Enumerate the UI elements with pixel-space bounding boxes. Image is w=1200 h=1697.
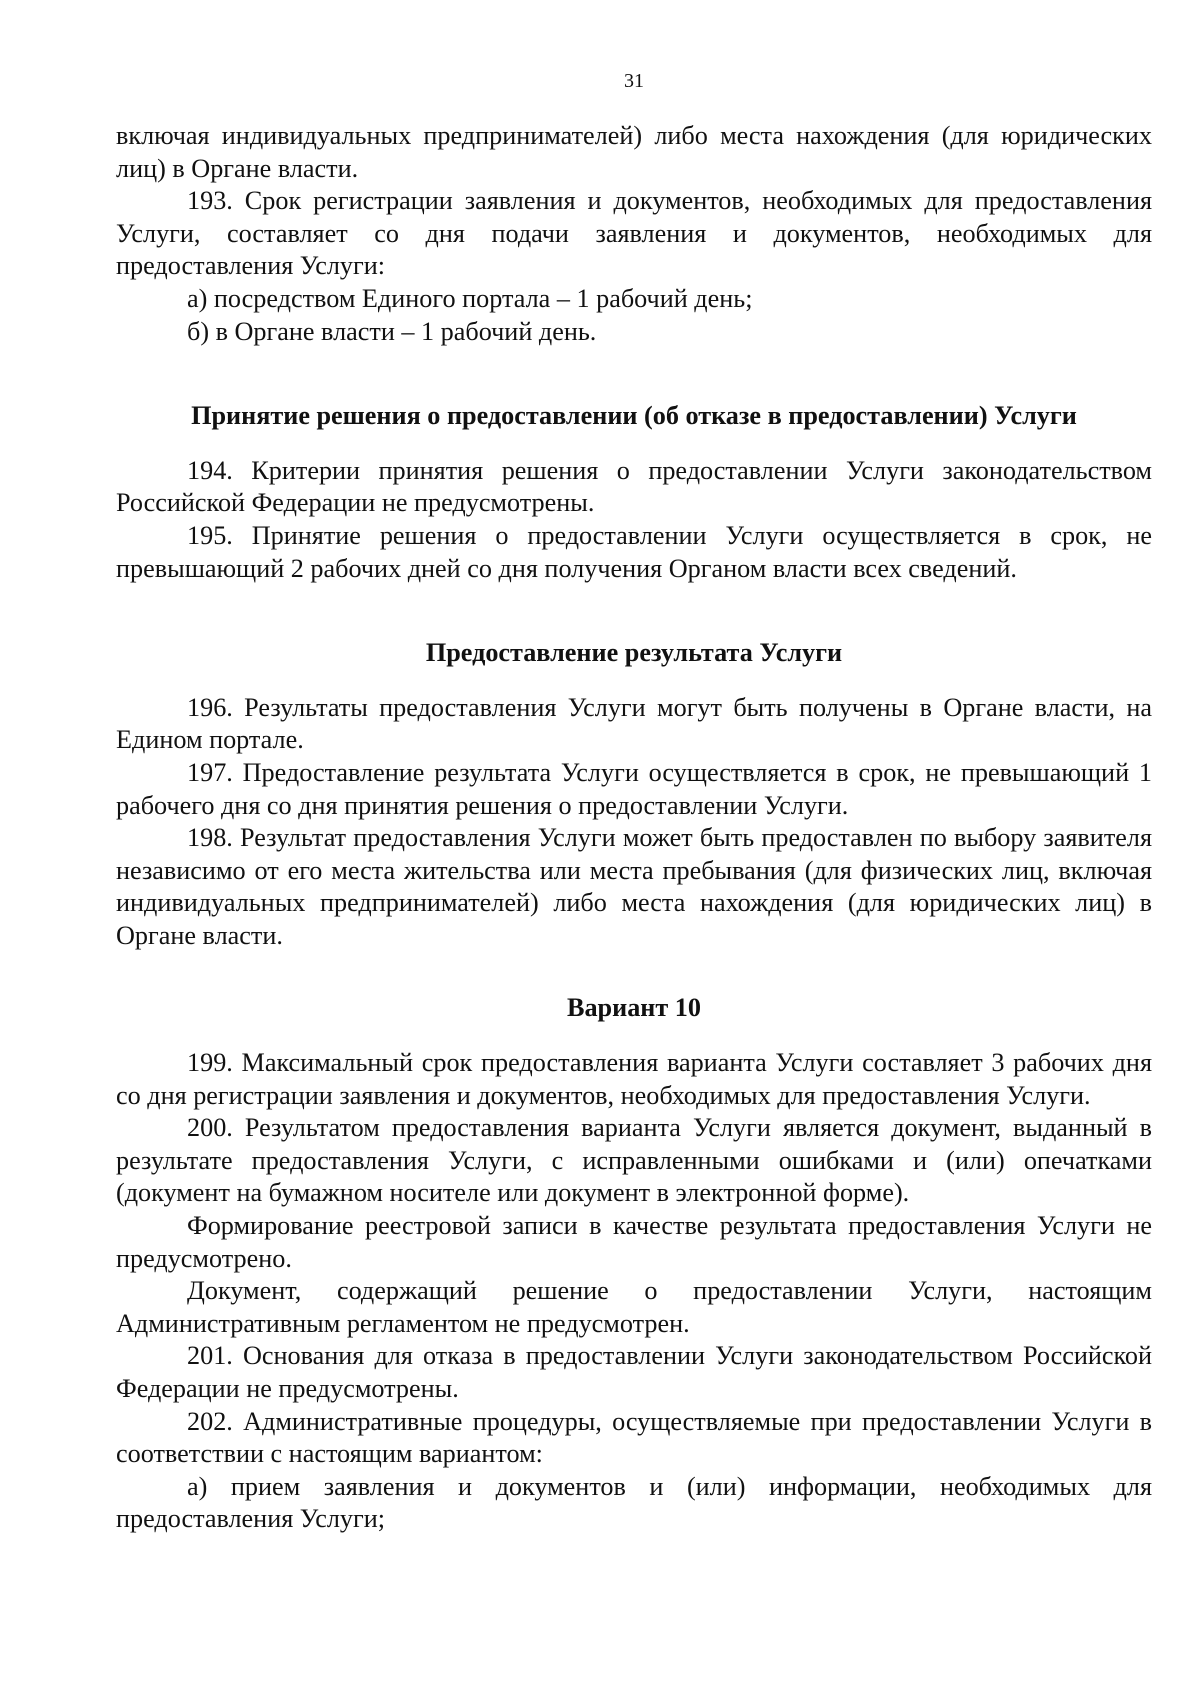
paragraph-197: 197. Предоставление результата Услуги осуществляется в срок, не превышающий 1 рабочего дня со дня принятия решения о предоставлении Услуги. [116, 757, 1152, 820]
list-item-b: б) в Органе власти – 1 рабочий день. [187, 316, 597, 346]
document-body [116, 120, 1152, 1536]
paragraph-194: 194. Критерии принятия решения о предоставлении Услуги законодательством Российской Федерации не предусмотрены. [116, 455, 1152, 518]
paragraph-201: 201. Основания для отказа в предоставлении Услуги законодательством Российской Федерации не предусмотрены. [116, 1341, 1152, 1403]
list-item-a: а) прием заявления и документов и (или) информации, необходимых для предоставления Услуги; [116, 1471, 1152, 1534]
page-number: 31 [624, 70, 644, 92]
list-item-a: а) посредством Единого портала – 1 рабочий день; [187, 283, 753, 313]
paragraph-193: 193. Срок регистрации заявления и документов, необходимых для предоставления Услуги, составляет со дня подачи заявления и документов, необходимых для предоставления Услуги: [116, 186, 1152, 281]
paragraph-195: 195. Принятие решения о предоставлении Услуги осуществляется в срок, не превышающий 2 рабочих дней со дня получения Органом власти всех сведений. [116, 520, 1152, 583]
paragraph-202: 202. Административные процедуры, осуществляемые при предоставлении Услуги в соответствии с настоящим вариантом: [116, 1406, 1152, 1469]
paragraph-199: 199. Максимальный срок предоставления варианта Услуги составляет 3 рабочих дня со дня регистрации заявления и документов, необходимых для предоставления Услуги. [116, 1048, 1152, 1110]
paragraph-196: 196. Результаты предоставления Услуги могут быть получены в Органе власти, на Едином портале. [116, 692, 1152, 755]
section-heading-variant-10: Вариант 10 [567, 993, 701, 1023]
section-heading-decision: Принятие решения о предоставлении (об отказе в предоставлении) Услуги [191, 401, 1077, 431]
section-heading-result: Предоставление результата Услуги [425, 638, 843, 668]
paragraph: Документ, содержащий решение о предоставлении Услуги, настоящим Административным регламентом не предусмотрен. [116, 1276, 1152, 1338]
paragraph: включая индивидуальных предпринимателей) либо места нахождения (для юридических лиц) в Органе власти. [116, 121, 1152, 183]
paragraph: Формирование реестровой записи в качестве результата предоставления Услуги не предусмотрено. [116, 1211, 1152, 1273]
paragraph-200: 200. Результатом предоставления варианта Услуги является документ, выданный в результате предоставления Услуги, с исправленными ошибками и (или) опечатками (документ на бумажном носителе или документ в электронной форме). [116, 1113, 1152, 1208]
paragraph-198: 198. Результат предоставления Услуги может быть предоставлен по выбору заявителя независимо от его места жительства или места пребывания (для физических лиц, включая индивидуальных предпринимателей) либо места нахождения (для юридических лиц) в Органе власти. [116, 823, 1152, 950]
